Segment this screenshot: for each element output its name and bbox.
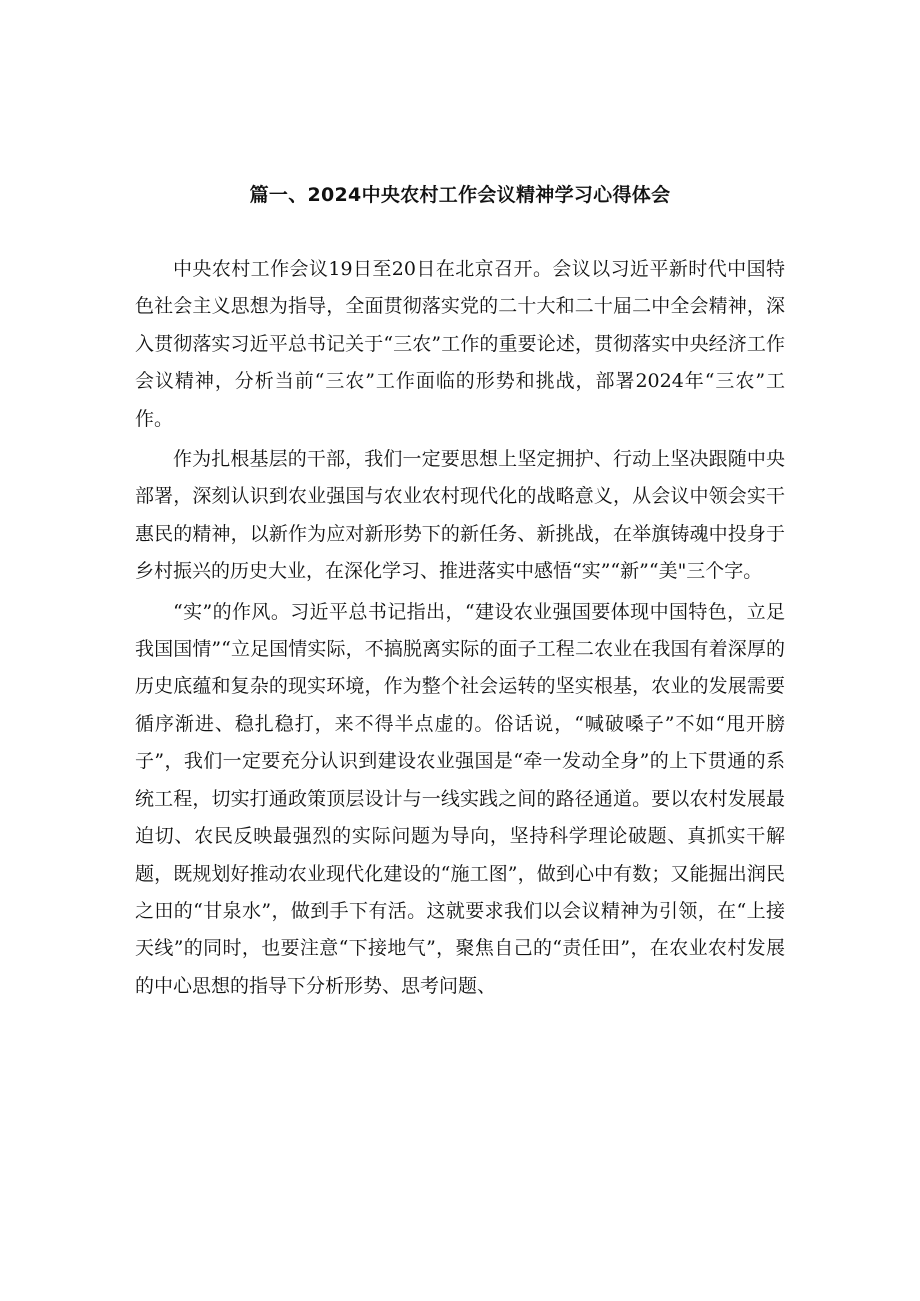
paragraph-2: 作为扎根基层的干部，我们一定要思想上坚定拥护、行动上坚决跟随中央部署，深刻认识到农业强国与农业农村现代化的战略意义，从会议中领会实干惠民的精神，以新作为应对新形势下的新任务、新挑战，在举旗铸魂中投身于乡村振兴的历史大业，在深化学习、推进落实中感悟“实”“新”“美"三个字。: [135, 448, 785, 583]
paragraph-3: “实”的作风。习近平总书记指出，“建设农业强国要体现中国特色，立足我国国情”“立足国情实际，不搞脱离实际的面子工程二农业在我国有着深厚的历史底蕴和复杂的现实环境，作为整个社会运转的坚实根基，农业的发展需要循序渐进、稳扎稳打，来不得半点虚的。俗话说，“喊破嗓子”不如“甩开膀子”，我们一定要充分认识到建设农业强国是“牵一发动全身”的上下贯通的系统工程，切实打通政策顶层设计与一线实践之间的路径通道。要以农村发展最迫切、农民反映最强烈的实际问题为导向，坚持科学理论破题、真抓实干解题，既规划好推动农业现代化建设的“施工图”，做到心中有数；又能掘出润民之田的“甘泉水”，做到手下有活。这就要求我们以会议精神为引领，在“上接天线”的同时，也要注意“下接地气”，聚焦自己的“责任田”，在农业农村发展的中心思想的指导下分析形势、思考问题、: [135, 600, 785, 997]
paragraph-1: 中央农村工作会议19日至20日在北京召开。会议以习近平新时代中国特色社会主义思想为指导，全面贯彻落实党的二十大和二十届二中全会精神，深入贯彻落实习近平总书记关于“三农”工作的重要论述，贯彻落实中央经济工作会议精神，分析当前“三农”工作面临的形势和挑战，部署2024年“三农”工作。: [135, 258, 785, 430]
document-title: 篇一、2024中央农村工作会议精神学习心得体会: [249, 184, 671, 206]
document-body: [135, 251, 785, 1005]
